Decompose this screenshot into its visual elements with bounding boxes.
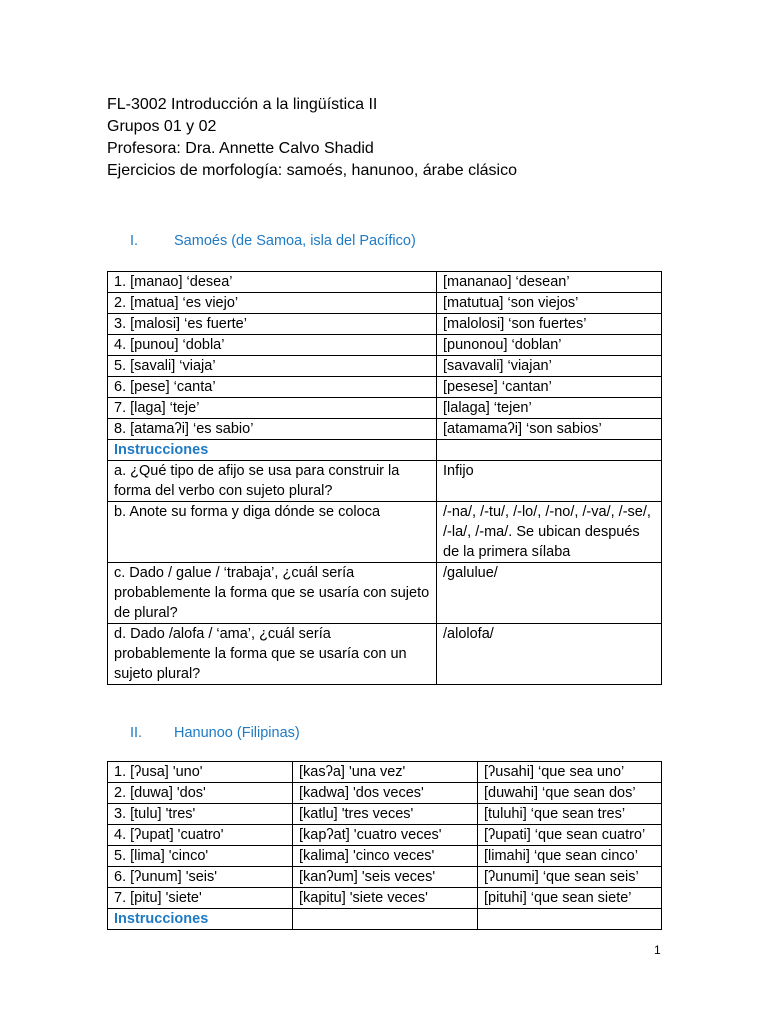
table-cell: [pituhi] ‘que sean siete’ (478, 888, 662, 909)
table-row (108, 377, 662, 398)
table-cell: 2. [duwa] 'dos' (108, 783, 293, 804)
table-row (108, 762, 662, 783)
table-cell: [ʔusahi] ‘que sea uno’ (478, 762, 662, 783)
section-title: Samoés (de Samoa, isla del Pacífico) (174, 233, 416, 249)
question-row (108, 461, 662, 502)
answer-cell: /galulue/ (437, 563, 662, 624)
table-cell: [ʔupati] ‘que sean cuatro’ (478, 825, 662, 846)
table-cell: [kanʔum] 'seis veces' (293, 867, 478, 888)
answer-cell: /-na/, /-tu/, /-lo/, /-no/, /-va/, /-se/, /-la/, /-ma/. Se ubican después de la primera sílaba (437, 502, 662, 563)
table-cell: [kapʔat] 'cuatro veces' (293, 825, 478, 846)
table-cell: 6. [pese] ‘canta’ (108, 377, 437, 398)
table-cell: [mananao] ‘desean’ (437, 272, 662, 293)
section-heading-hanunoo (130, 725, 300, 741)
section-number: II. (130, 725, 143, 741)
question-cell: d. Dado /alofa / ‘ama’, ¿cuál sería probablemente la forma que se usaría con un sujeto plural? (108, 624, 437, 685)
instructions-row (108, 440, 662, 461)
table-cell: [kadwa] 'dos veces' (293, 783, 478, 804)
question-cell: b. Anote su forma y diga dónde se coloca (108, 502, 437, 563)
groups-line: Grupos 01 y 02 (107, 118, 217, 135)
course-title: FL-3002 Introducción a la lingüística II (107, 96, 378, 113)
table-cell: 4. [punou] ‘dobla’ (108, 335, 437, 356)
table-cell: 4. [ʔupat] 'cuatro' (108, 825, 293, 846)
answer-cell: /alolofa/ (437, 624, 662, 685)
table-cell: [pesese] ‘cantan’ (437, 377, 662, 398)
table-cell: 1. [manao] ‘desea’ (108, 272, 437, 293)
table-cell: [kalima] 'cinco veces' (293, 846, 478, 867)
table-cell: [matutua] ‘son viejos’ (437, 293, 662, 314)
table-cell: 1. [ʔusa] 'uno' (108, 762, 293, 783)
table-cell: [lalaga] ‘tejen’ (437, 398, 662, 419)
table-row (108, 825, 662, 846)
table-row (108, 804, 662, 825)
answer-cell: Infijo (437, 461, 662, 502)
instructions-row (108, 909, 662, 930)
exercise-title: Ejercicios de morfología: samoés, hanunoo, árabe clásico (107, 162, 517, 179)
table-row (108, 398, 662, 419)
table-row (108, 783, 662, 804)
section-title: Hanunoo (Filipinas) (174, 725, 300, 741)
table-row (108, 867, 662, 888)
question-cell: a. ¿Qué tipo de afijo se usa para construir la forma del verbo con sujeto plural? (108, 461, 437, 502)
table-cell: 3. [malosi] ‘es fuerte’ (108, 314, 437, 335)
table-cell: 7. [laga] ‘teje’ (108, 398, 437, 419)
professor-line: Profesora: Dra. Annette Calvo Shadid (107, 140, 374, 157)
table-cell: [kapitu] 'siete veces' (293, 888, 478, 909)
table-row (108, 419, 662, 440)
table-cell: [kasʔa] 'una vez' (293, 762, 478, 783)
table-cell: [limahi] ‘que sean cinco’ (478, 846, 662, 867)
question-cell: c. Dado / galue / ‘trabaja’, ¿cuál sería probablemente la forma que se usaría con sujeto de plural? (108, 563, 437, 624)
table-cell: 2. [matua] ‘es viejo’ (108, 293, 437, 314)
hanunoo-table (107, 761, 662, 930)
table-cell: [duwahi] ‘que sean dos’ (478, 783, 662, 804)
table-cell (293, 909, 478, 930)
table-cell: 6. [ʔunum] 'seis' (108, 867, 293, 888)
section-number: I. (130, 233, 139, 249)
instructions-label: Instrucciones (108, 909, 293, 930)
document-header (107, 94, 517, 182)
table-cell: 8. [atamaʔi] ‘es sabio’ (108, 419, 437, 440)
table-cell: [atamamaʔi] ‘son sabios’ (437, 419, 662, 440)
table-cell (478, 909, 662, 930)
instructions-label: Instrucciones (108, 440, 437, 461)
table-cell: [tuluhi] ‘que sean tres’ (478, 804, 662, 825)
page-number: 1 (654, 943, 661, 957)
table-cell (437, 440, 662, 461)
table-row (108, 846, 662, 867)
question-row (108, 502, 662, 563)
table-cell: 5. [savali] ‘viaja’ (108, 356, 437, 377)
section-heading-samoes (130, 233, 416, 249)
table-cell: 3. [tulu] 'tres' (108, 804, 293, 825)
table-cell: [ʔunumi] ‘que sean seis’ (478, 867, 662, 888)
question-row (108, 624, 662, 685)
table-cell: [savavali] ‘viajan’ (437, 356, 662, 377)
table-cell: [malolosi] ‘son fuertes’ (437, 314, 662, 335)
table-row (108, 335, 662, 356)
table-row (108, 272, 662, 293)
table-row (108, 356, 662, 377)
question-row (108, 563, 662, 624)
table-cell: 7. [pitu] 'siete' (108, 888, 293, 909)
table-row (108, 888, 662, 909)
table-row (108, 314, 662, 335)
table-cell: 5. [lima] 'cinco' (108, 846, 293, 867)
table-cell: [katlu] 'tres veces' (293, 804, 478, 825)
table-row (108, 293, 662, 314)
table-cell: [punonou] ‘doblan’ (437, 335, 662, 356)
samoes-table (107, 271, 662, 685)
